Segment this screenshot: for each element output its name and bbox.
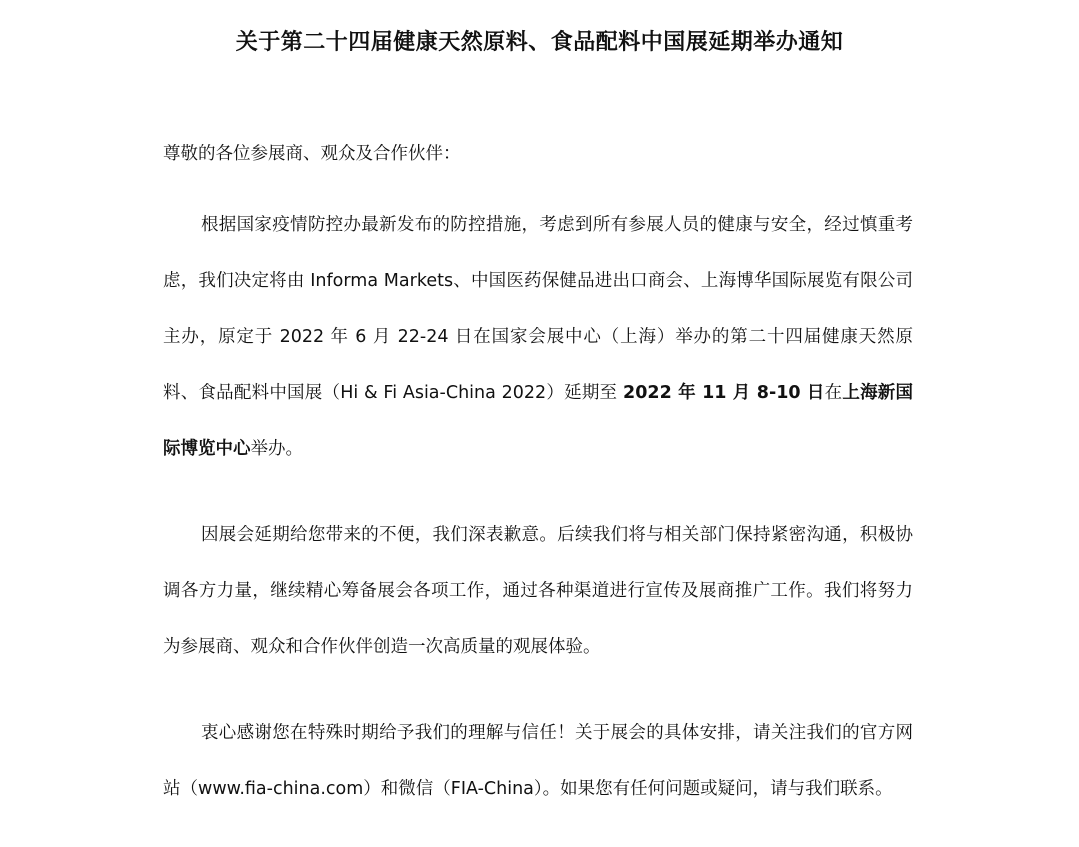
notice-title: 关于第二十四届健康天然原料、食品配料中国展延期举办通知 [235,30,844,55]
paragraph-postponement [163,197,913,477]
notice-body [163,141,913,847]
paragraph-postponement-connector: 在 [824,383,843,403]
salutation: 尊敬的各位参展商、观众及合作伙伴： [163,144,461,164]
new-date: 2022 年 11 月 8-10 日 [623,383,825,403]
new-venue: 上海新国际博览中心 [163,383,914,459]
paragraph-apology: 因展会延期给您带来的不便，我们深表歉意。后续我们将与相关部门保持紧密沟通，积极协调各方力量，继续精心筹备展会各项工作，通过各种渠道进行宣传及展商推广工作。我们将努力为参展商、观众和合作伙伴创造一次高质量的观展体验。 [163,525,913,657]
paragraph-postponement-end: 举办。 [250,439,303,459]
paragraph-thanks: 衷心感谢您在特殊时期给予我们的理解与信任！关于展会的具体安排，请关注我们的官方网站（www.fia-china.com）和微信（FIA-China）。如果您有任何问题或疑问，请与我们联系。 [163,723,913,799]
paragraph-postponement-text: 根据国家疫情防控办最新发布的防控措施，考虑到所有参展人员的健康与安全，经过慎重考虑，我们决定将由 Informa Markets、中国医药保健品进出口商会、上海博华国际展览有限公司主办，原定于 2022 年 6 月 22-24 日在国家会展中心（上海）举办的第二十四届健康天然原料、食品配料中国展（Hi & Fi Asia-China 2022）延期至 [163,215,913,403]
